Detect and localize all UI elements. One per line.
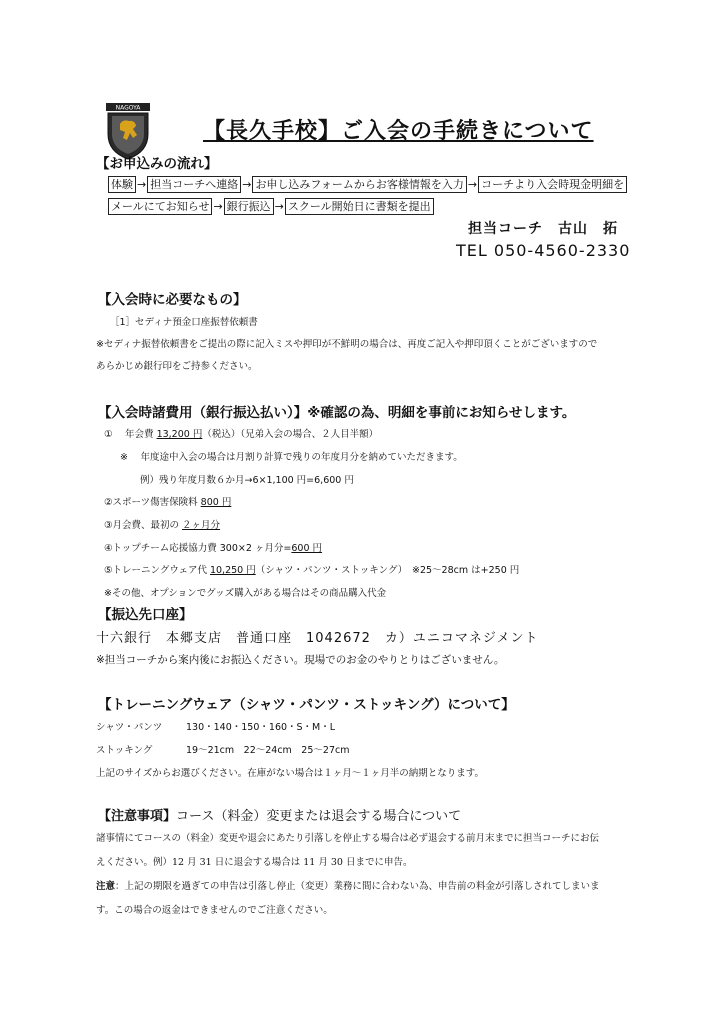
caution-heading-rest: コース（料金）変更または退会する場合について xyxy=(176,809,462,824)
flow-step: お申し込みフォームからお客様情報を入力 xyxy=(252,176,466,193)
wear-shirt-label: シャツ・パンツ xyxy=(96,722,163,733)
caution-line3-bold: 注意 xyxy=(96,881,116,892)
caution-line3 xyxy=(96,878,600,892)
page-title: 【長久手校】ご入会の手続きについて xyxy=(203,119,594,144)
bank-heading: 【振込先口座】 xyxy=(98,607,193,623)
wear-heading: 【トレーニングウェア（シャツ・パンツ・ストッキング）について】 xyxy=(98,697,515,713)
fee-annual-note: ※ 年度途中入会の場合は月割り計算で残りの年度月分を納めていただきます。 xyxy=(120,452,463,463)
fee-annual-amount: 13,200 円 xyxy=(156,429,203,440)
wear-stocking-label: ストッキング xyxy=(96,745,153,756)
logo-text: NAGOYA xyxy=(115,104,141,112)
fee-monthly-amount: ２ヶ月分 xyxy=(182,520,221,531)
fee-insurance xyxy=(104,494,231,508)
fee-insurance-label: ②スポーツ傷害保険料 xyxy=(104,497,201,508)
caution-line1: 諸事情にてコースの（料金）変更や退会にあたり引落しを停止する場合は必ず退会する前月末までに担当コーチにお伝 xyxy=(96,833,600,844)
wear-shirt-sizes: 130・140・150・160・S・M・L xyxy=(186,722,336,733)
required-note-line2: あらかじめ銀行印をご持参ください。 xyxy=(96,361,258,372)
flow-step: 体験 xyxy=(108,176,136,193)
fee-training-wear-detail: （シャツ・パンツ・ストッキング） ※25～28cm は+250 円 xyxy=(255,565,520,576)
fee-monthly-label: ③月会費、最初の xyxy=(104,520,183,531)
bank-account: 十六銀行 本郷支店 普通口座 1042672 カ）ユニコマネジメント xyxy=(96,631,539,646)
flow-arrow: → xyxy=(242,178,252,191)
flow-step: スクール開始日に書類を提出 xyxy=(285,198,434,215)
fee-training-wear-amount: 10,250 円 xyxy=(209,565,256,576)
fee-annual-example: 例）残り年度月数６か月→6×1,100 円=6,600 円 xyxy=(140,475,354,486)
flow-step: メールにてお知らせ xyxy=(108,198,212,215)
flow-step: コーチより入会時現金明細を xyxy=(478,176,627,193)
flow-arrow: → xyxy=(213,200,223,213)
required-note-line1: ※セディナ振替依頼書をご提出の際に記入ミスや押印が不鮮明の場合は、再度ご記入や押印頂くことがございますので xyxy=(96,339,598,350)
fee-annual-label: ① 年会費 xyxy=(104,429,157,440)
flow-arrow: → xyxy=(137,178,147,191)
fee-insurance-amount: 800 円 xyxy=(200,497,232,508)
fee-training-wear xyxy=(104,562,519,576)
caution-line2: えください。例）12 月 31 日に退会する場合は 11 月 30 日までに申告。 xyxy=(96,857,413,868)
fee-team-support-amount: 600 円 xyxy=(291,543,323,554)
coach-name: 担当コーチ 古山 拓 xyxy=(468,221,618,237)
fee-training-wear-label: ⑤トレーニングウェア代 xyxy=(104,565,210,576)
caution-heading-bold: 【注意事項】 xyxy=(98,809,177,824)
flow-step: 銀行振込 xyxy=(224,198,274,215)
bank-note: ※担当コーチから案内後にお振込ください。現場でのお金のやりとりはございません。 xyxy=(96,654,505,666)
flow-step: 担当コーチへ連絡 xyxy=(147,176,241,193)
flow-row-2 xyxy=(108,198,434,215)
fee-team-support-label: ④トップチーム応援協力費 300×2 ヶ月分= xyxy=(104,543,292,554)
required-item: ［1］セディナ預金口座振替依頼書 xyxy=(110,317,258,328)
flow-row-1 xyxy=(108,176,627,193)
fee-other-note: ※その他、オプションでグッズ購入がある場合はその商品購入代金 xyxy=(104,588,387,599)
fee-monthly xyxy=(104,517,220,531)
wear-stocking-sizes: 19～21cm 22～24cm 25～27cm xyxy=(186,745,350,756)
fee-annual xyxy=(104,426,378,440)
wear-note: 上記のサイズからお選びください。在庫がない場合は１ヶ月～１ヶ月半の納期となります。 xyxy=(96,768,484,779)
fee-team-support xyxy=(104,540,322,554)
flow-arrow: → xyxy=(274,200,284,213)
flow-arrow: → xyxy=(467,178,478,191)
caution-heading xyxy=(98,805,461,824)
flow-heading: 【お申込みの流れ】 xyxy=(96,156,218,172)
required-heading: 【入会時に必要なもの】 xyxy=(98,292,247,308)
caution-line4: す。この場合の返金はできませんのでご注意ください。 xyxy=(96,905,333,916)
fee-annual-detail: （税込）（兄弟入会の場合、２人目半額） xyxy=(202,429,379,440)
caution-line3-rest: ：上記の期限を過ぎての申告は引落し停止（変更）業務に間に合わない為、申告前の料金が引落しされてしまいま xyxy=(115,881,600,892)
coach-phone: TEL 050-4560-2330 xyxy=(456,241,631,260)
fees-heading: 【入会時諸費用（銀行振込払い）】※確認の為、明細を事前にお知らせします。 xyxy=(98,405,576,421)
